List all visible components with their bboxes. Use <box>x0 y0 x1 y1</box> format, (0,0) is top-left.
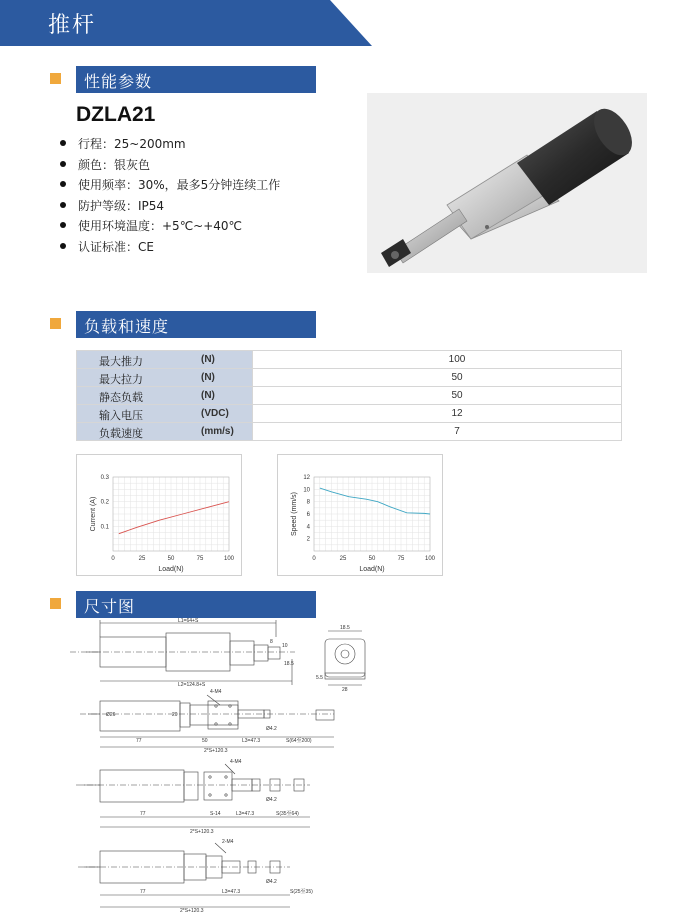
dim-label: 28 <box>342 687 348 693</box>
dim-label: Ø4.2 <box>266 797 277 803</box>
series-line <box>320 488 430 514</box>
section-bar <box>76 311 316 338</box>
dim-label: 77 <box>140 889 146 895</box>
dim-label: 50 <box>202 738 208 744</box>
y-tick-label: 4 <box>306 524 310 531</box>
table-row <box>77 387 622 405</box>
spec-item: 防护等级：IP54 <box>60 197 280 218</box>
param-name: 最大推力 <box>99 355 143 368</box>
section-bar <box>76 66 316 93</box>
dim-label: Ø4.2 <box>266 879 277 885</box>
dim-label: 77 <box>136 738 142 744</box>
current-chart-svg <box>77 455 243 577</box>
dim-label: 10 <box>282 643 288 649</box>
model-name: DZLA21 <box>76 103 156 126</box>
x-tick-label: 50 <box>368 556 376 562</box>
spec-item: 颜色：银灰色 <box>60 156 280 177</box>
drawing-3 <box>76 764 310 827</box>
y-tick-label: 2 <box>306 536 310 543</box>
top-banner <box>0 0 372 46</box>
spec-item: 使用环境温度：+5℃~+40℃ <box>60 217 280 238</box>
dim-label: S(35至64) <box>276 811 299 817</box>
x-tick-label: 25 <box>339 556 347 562</box>
dim-label: L1=64+S <box>178 618 199 624</box>
param-name: 最大拉力 <box>99 373 143 386</box>
param-unit: (N) <box>201 354 215 365</box>
dim-label: 5.5 <box>316 675 323 681</box>
dim-label: 2*S+120.3 <box>190 829 214 835</box>
dim-label: S-14 <box>210 811 221 817</box>
x-axis-label: Load(N) <box>359 566 385 573</box>
current-chart <box>76 454 242 576</box>
dim-label: 4-M4 <box>210 689 222 695</box>
param-value: 12 <box>253 405 622 423</box>
dim-label: L2=124.8+S <box>178 682 206 688</box>
x-tick-label: 0 <box>111 556 115 562</box>
x-tick-label: 75 <box>196 556 204 562</box>
dim-label: L3=47.3 <box>236 811 255 817</box>
x-tick-label: 50 <box>167 556 175 562</box>
dim-label: 2*S+120.3 <box>204 748 228 754</box>
dim-label: 18.5 <box>340 625 350 631</box>
section-title: 尺寸图 <box>84 597 136 616</box>
section-title: 性能参数 <box>84 72 153 91</box>
dim-label: 18.5 <box>284 661 294 667</box>
spec-item: 认证标准：CE <box>60 238 280 259</box>
series-line <box>119 502 229 534</box>
x-tick-label: 25 <box>138 556 146 562</box>
param-value: 100 <box>253 351 622 369</box>
dim-label: L3=47.3 <box>242 738 261 744</box>
y-axis-label: Speed (mm/s) <box>291 492 298 536</box>
dim-label: 20 <box>172 712 178 718</box>
x-tick-label: 100 <box>223 556 235 562</box>
speed-chart <box>277 454 443 576</box>
param-unit: (N) <box>201 372 215 383</box>
spec-list <box>60 135 280 258</box>
x-axis-label: Load(N) <box>158 566 184 573</box>
x-tick-label: 0 <box>312 556 316 562</box>
actuator-illustration <box>367 93 647 273</box>
dim-label: 2*S+120.3 <box>180 908 204 913</box>
param-value: 50 <box>253 369 622 387</box>
parameter-table <box>76 350 622 441</box>
y-tick-label: 10 <box>303 487 310 494</box>
spec-item: 行程：25~200mm <box>60 135 280 156</box>
param-name: 负载速度 <box>99 427 143 440</box>
section-bar <box>76 591 316 618</box>
x-tick-label: 75 <box>397 556 405 562</box>
param-unit: (mm/s) <box>201 426 234 437</box>
section-marker <box>50 73 61 84</box>
table-row <box>77 405 622 423</box>
y-tick-label: 0.1 <box>100 524 109 531</box>
drawing-4 <box>78 843 290 907</box>
param-value: 7 <box>253 423 622 441</box>
param-value: 50 <box>253 387 622 405</box>
dim-label: Ø26 <box>106 712 116 718</box>
dim-label: Ø4.2 <box>266 726 277 732</box>
param-unit: (VDC) <box>201 408 229 419</box>
section-marker <box>50 598 61 609</box>
dimension-drawings <box>70 617 390 913</box>
spec-item: 使用频率：30%，最多5分钟连续工作 <box>60 176 280 197</box>
y-tick-label: 0.2 <box>100 499 109 506</box>
dim-label: 8 <box>270 639 273 645</box>
banner-title: 推杆 <box>48 13 97 38</box>
speed-chart-svg <box>278 455 444 577</box>
y-tick-label: 8 <box>306 499 310 506</box>
y-tick-label: 12 <box>303 475 310 481</box>
section-title: 负载和速度 <box>84 317 170 336</box>
section-marker <box>50 318 61 329</box>
dim-label: 77 <box>140 811 146 817</box>
param-name: 静态负载 <box>99 391 143 404</box>
y-tick-label: 6 <box>306 512 310 518</box>
dim-label: L3=47.3 <box>222 889 241 895</box>
dim-label: S(64至200) <box>286 738 312 744</box>
table-row <box>77 423 622 441</box>
x-tick-label: 100 <box>424 556 436 562</box>
dim-label: 4-M4 <box>230 759 242 765</box>
y-axis-label: Current (A) <box>90 496 97 532</box>
param-name: 输入电压 <box>99 409 143 422</box>
y-tick-label: 0.3 <box>100 475 109 481</box>
table-row <box>77 369 622 387</box>
param-unit: (N) <box>201 390 215 401</box>
product-image <box>367 93 647 273</box>
dim-label: 2-M4 <box>222 839 234 845</box>
dim-label: S(25至35) <box>290 889 313 895</box>
table-row <box>77 351 622 369</box>
